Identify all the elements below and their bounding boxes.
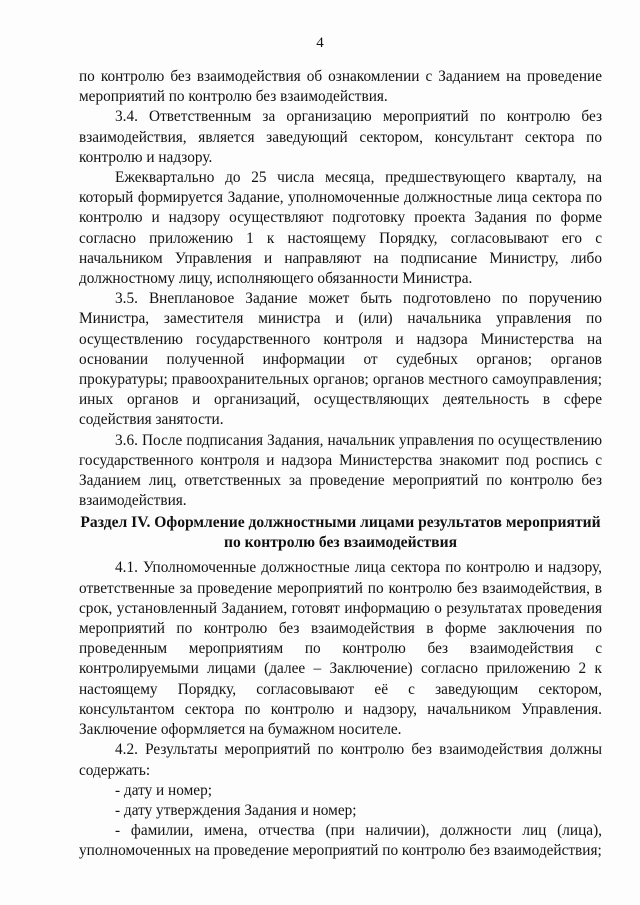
paragraph-3-4: 3.4. Ответственным за организацию мероприятий по контролю без взаимодействия, является заведующий сектором, консультант сектора по контролю и надзору. [79,108,602,166]
list-item: - дату и номер; [115,781,212,799]
paragraph-4-1: 4.1. Уполномоченные должностные лица сектора по контролю и надзору, ответственные за проведение мероприятий по контролю без взаимодействия, в срок, установленный Заданием, готовят информацию о результатах проведения мероприятий по контролю без взаимодействия в форме заключения по проведенным мероприятиям по контролю без взаимодействия с контролируемыми лицами (далее – Заключение) согласно приложению 2 к настоящему Порядку, согласовывают её с заведующим сектором, консультантом сектора по контролю и надзору, начальником Управления. Заключение оформляется на бумажном носителе. [79,559,602,739]
paragraph-quarterly: Ежеквартально до 25 числа месяца, предшествующего кварталу, на который формируется Задание, уполномоченные должностные лица сектора по контролю и надзору осуществляют подготовку проекта Задания по форме согласно приложению 1 к настоящему Порядку, согласовывают его с начальником Управления и направляют на подписание Министру, либо должностному лицу, исполняющего обязанности Министра. [79,169,602,288]
list-item: - дату утверждения Задания и номер; [115,801,357,819]
list-item: - фамилии, имена, отчества (при наличии), должности лиц (лица), уполномоченных на проведение мероприятий по контролю без взаимодействия; [79,822,602,860]
paragraph-3-6: 3.6. После подписания Задания, начальник управления по осуществлению государственного контроля и надзора Министерства знакомит под роспись с Заданием лиц, ответственных за проведение мероприятий по контролю без взаимодействия. [79,431,602,510]
section-heading-line2: по контролю без взаимодействия [223,534,458,552]
paragraph-3-5: 3.5. Внеплановое Задание может быть подготовлено по поручению Министра, заместителя министра и (или) начальника управления по осуществлению государственного контроля и надзора Министерства на основании полученной информации от судебных органов; органов прокуратуры; правоохранительных органов; органов местного самоуправления; иных органов и организаций, осуществляющих деятельность в сфере содействия занятости. [79,290,602,429]
section-heading-line1: Раздел IV. Оформление должностными лицами результатов мероприятий [80,514,601,532]
paragraph-4-2: 4.2. Результаты мероприятий по контролю без взаимодействия должны содержать: [79,741,602,779]
document-body [79,67,602,862]
paragraph-continuation: по контролю без взаимодействия об ознакомлении с Заданием на проведение мероприятий по контролю без взаимодействия. [79,68,602,106]
page-number: 4 [316,35,324,51]
section-heading [79,513,602,553]
